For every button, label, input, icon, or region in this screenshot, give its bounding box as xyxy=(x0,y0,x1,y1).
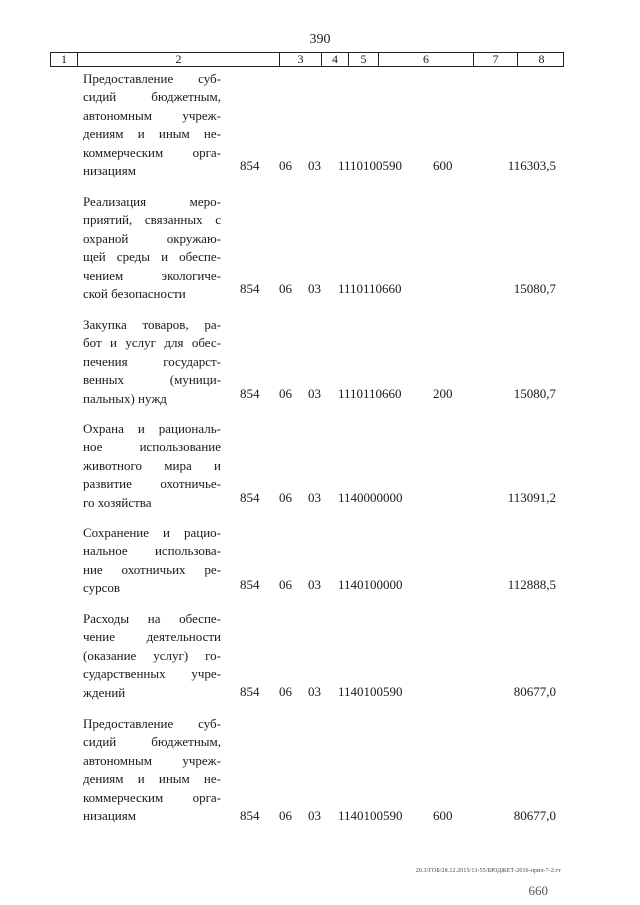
name-line: животного мира и xyxy=(83,457,221,473)
name-line: Закупка товаров, ра- xyxy=(83,317,221,332)
cell-ministry: 854 xyxy=(240,808,260,823)
cell-target-article: 1140100000 xyxy=(338,577,403,592)
cell-amount: 80677,0 xyxy=(513,808,556,823)
cell-target-article: 1140100590 xyxy=(338,684,403,699)
name-line: щей среды и обеспе- xyxy=(83,249,221,265)
name-line: бот и услуг для обес- xyxy=(83,335,221,351)
cell-ministry: 854 xyxy=(240,158,260,173)
name-line: го хозяйства xyxy=(83,494,152,510)
header-col-1: 1 xyxy=(51,53,78,66)
cell-amount: 113091,2 xyxy=(507,490,556,505)
cell-section: 06 xyxy=(279,808,292,823)
name-line: Предоставление суб- xyxy=(83,716,221,731)
page-number: 390 xyxy=(309,32,331,47)
name-line: Расходы на обеспе- xyxy=(83,611,221,626)
header-col-2: 2 xyxy=(78,53,280,66)
name-line: сударственных учре- xyxy=(83,666,221,682)
name-line: чением экологиче- xyxy=(83,267,221,283)
header-col-4: 4 xyxy=(322,53,349,66)
table-header xyxy=(50,52,564,67)
name-line: дениям и иным не- xyxy=(83,126,221,142)
cell-ministry: 854 xyxy=(240,490,260,505)
header-col-6: 6 xyxy=(379,53,474,66)
name-line: Охрана и рациональ- xyxy=(83,421,221,436)
name-line: приятий, связанных с xyxy=(83,212,221,228)
name-line: низациям xyxy=(83,163,136,179)
name-line: развитие охотничье- xyxy=(83,476,221,492)
header-col-5: 5 xyxy=(349,53,379,66)
cell-target-article: 1110110660 xyxy=(338,386,402,401)
name-line: пальных) нужд xyxy=(83,390,167,406)
cell-target-article: 1140000000 xyxy=(338,490,403,505)
cell-section: 06 xyxy=(279,577,292,592)
cell-expense-type: 600 xyxy=(433,808,453,823)
name-line: охраной окружаю- xyxy=(83,230,221,246)
name-line: (оказание услуг) го- xyxy=(83,647,221,663)
row-name xyxy=(83,610,221,702)
name-line: сидий бюджетным, xyxy=(83,734,221,750)
cell-section: 06 xyxy=(279,490,292,505)
cell-ministry: 854 xyxy=(240,684,260,699)
name-line: коммерческим орга- xyxy=(83,789,221,805)
name-line: низациям xyxy=(83,808,136,824)
cell-section: 06 xyxy=(279,158,292,173)
name-line: ской безопасности xyxy=(83,286,186,302)
document-footer-code: 20.3/ГОБ/28.12.2015/13-55/БЮДЖЕТ-2016-прил-7-2.тт xyxy=(415,868,561,874)
cell-amount: 112888,5 xyxy=(507,577,556,592)
name-line: ное использование xyxy=(83,439,221,455)
name-line: чение деятельности xyxy=(83,629,221,645)
name-line: коммерческим орга- xyxy=(83,144,221,160)
name-line: венных (муници- xyxy=(83,372,221,388)
cell-target-article: 1110100590 xyxy=(338,158,403,173)
name-line: дениям и иным не- xyxy=(83,771,221,787)
cell-section: 06 xyxy=(279,281,292,296)
name-line: сидий бюджетным, xyxy=(83,89,221,105)
cell-expense-type: 200 xyxy=(433,386,453,401)
name-line: автономным учреж- xyxy=(83,107,221,123)
cell-amount: 15080,7 xyxy=(513,386,556,401)
row-name xyxy=(83,70,221,180)
row-name xyxy=(83,193,221,303)
row-name xyxy=(83,524,221,598)
name-line: автономным учреж- xyxy=(83,752,221,768)
cell-subsection: 03 xyxy=(308,281,321,296)
cell-section: 06 xyxy=(279,684,292,699)
name-line: нальное использова- xyxy=(83,543,221,559)
cell-subsection: 03 xyxy=(308,577,321,592)
cell-expense-type: 600 xyxy=(433,158,453,173)
header-col-8: 8 xyxy=(538,52,545,66)
cell-subsection: 03 xyxy=(308,808,321,823)
name-line: сурсов xyxy=(83,580,121,596)
row-name xyxy=(83,715,221,825)
cell-target-article: 1140100590 xyxy=(338,808,403,823)
cell-amount: 15080,7 xyxy=(513,281,556,296)
cell-subsection: 03 xyxy=(308,684,321,699)
name-line: ждений xyxy=(83,684,126,700)
cell-ministry: 854 xyxy=(240,386,260,401)
name-line: Сохранение и рацио- xyxy=(83,525,221,540)
name-line: Предоставление суб- xyxy=(83,71,221,86)
cell-amount: 80677,0 xyxy=(513,684,556,699)
cell-amount: 116303,5 xyxy=(507,158,556,173)
sheet-number: 660 xyxy=(528,883,548,898)
header-col-7: 7 xyxy=(474,53,518,66)
name-line: ние охотничьих ре- xyxy=(83,561,221,577)
row-name xyxy=(83,420,221,512)
header-col-3: 3 xyxy=(280,53,322,66)
cell-subsection: 03 xyxy=(308,386,321,401)
cell-ministry: 854 xyxy=(240,577,260,592)
cell-subsection: 03 xyxy=(308,158,321,173)
cell-subsection: 03 xyxy=(308,490,321,505)
name-line: печения государст- xyxy=(83,353,221,369)
cell-ministry: 854 xyxy=(240,281,260,296)
cell-target-article: 1110110660 xyxy=(338,281,402,296)
name-line: Реализация меро- xyxy=(83,194,221,209)
cell-section: 06 xyxy=(279,386,292,401)
row-name xyxy=(83,316,221,408)
